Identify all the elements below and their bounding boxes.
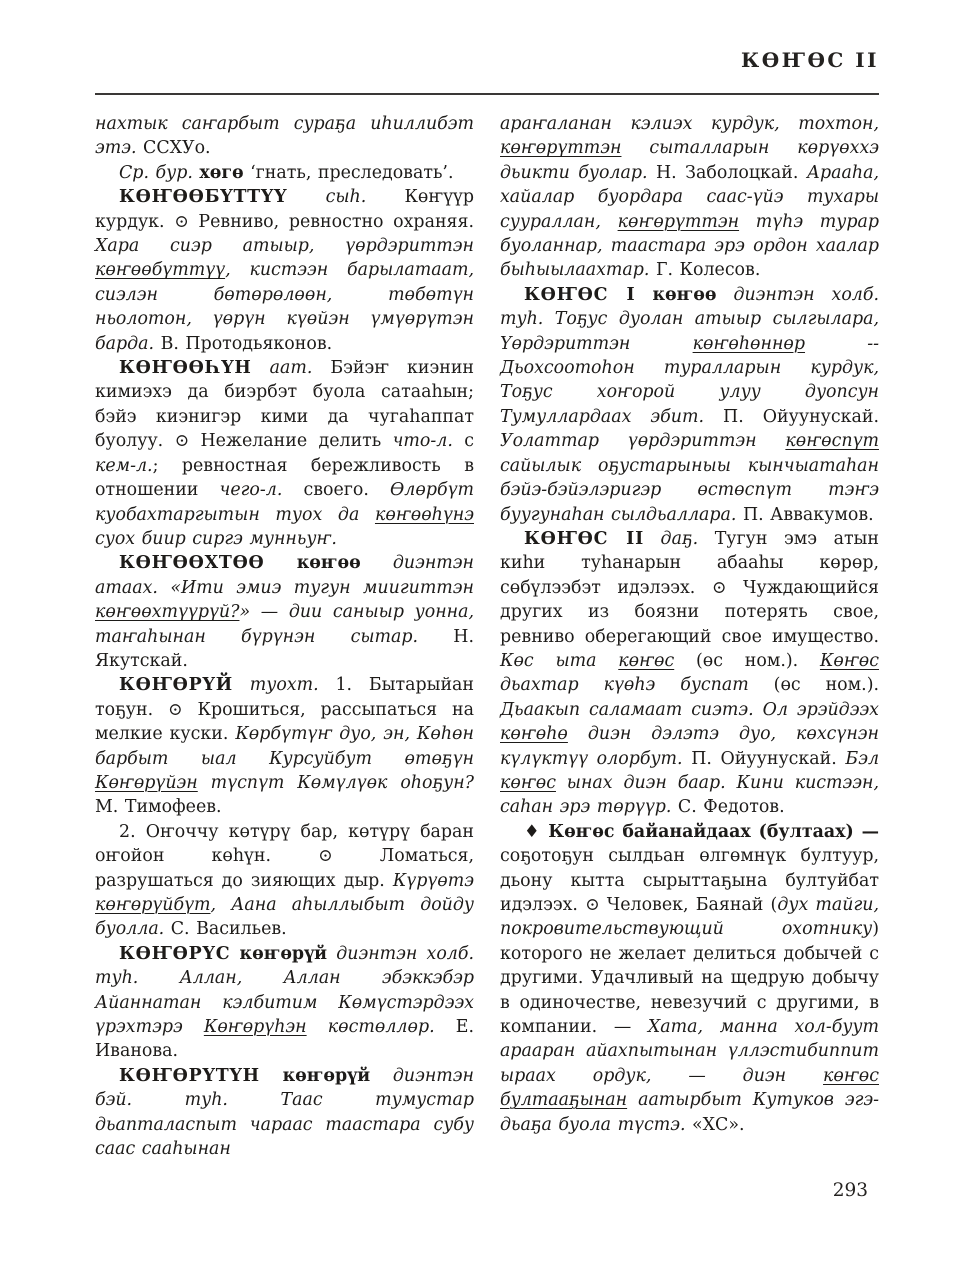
italic-text: , Аана аһыллыбыт дойду буолла.: [95, 895, 474, 940]
text-run: П. Ойуунускай.: [704, 406, 879, 427]
bold-term: ♦ Көҥөс байанайдаах (бултаах) —: [524, 821, 879, 842]
italic-text: сыһ.: [287, 187, 405, 208]
italic-text: диэнтэн бэй. туһ.: [95, 1065, 474, 1111]
text-run: Н. Заболоцкай.: [647, 162, 807, 183]
text-run: с: [452, 431, 474, 452]
italic-text: Таас тумустар дьапталаспыт чараас таастара субу саас сааһынан: [95, 1090, 474, 1160]
headword: КӨҤӨРҮТҮН: [119, 1065, 260, 1086]
text-run: своего.: [282, 480, 391, 501]
italic-text: Уолаттар үөрдэриттэн: [500, 431, 786, 452]
italic-text: Хата, манна хол-буут арааран айахпытынан үллэстибиппит ыраах ордук, — диэн: [500, 1017, 879, 1086]
entry-kongoruy: [95, 673, 474, 819]
entry-kongos-1: [500, 283, 879, 527]
text-run: С. Федотов.: [671, 797, 785, 818]
text-run: ‘гнать, преследовать’.: [243, 162, 454, 183]
text-run: [636, 285, 653, 305]
underlined-term: көҥөһө: [500, 724, 568, 745]
text-columns: [95, 112, 879, 1161]
underlined-term: көҥөһөннөр: [692, 333, 806, 354]
italic-text: Күрүөтэ: [392, 870, 474, 891]
text-run: [230, 944, 239, 964]
text-run: ) которого не желает делиться добычей с другими. Удачливый на щедрую добычу в одиночестве, невезучий с другими, в компании. —: [500, 919, 879, 1038]
entry-kongoobuttuu: [95, 185, 474, 356]
text-run: М. Тимофеев.: [95, 797, 222, 818]
header-rule: [95, 93, 879, 95]
bold-term: хөгө: [199, 162, 244, 183]
underlined-term: көҥөөхтүүрүй?: [95, 602, 240, 623]
entry-kongoohun: [95, 356, 474, 551]
italic-text: суох биир сиргэ мунньуҥ.: [95, 528, 337, 549]
headword: КӨҤӨӨБҮТТҮҮ: [119, 187, 288, 208]
italic-text: диэн дэлэтэ дуо, көхсүнэн күлүктүү олорбут.: [500, 724, 879, 769]
italic-text: кем-л.: [95, 455, 153, 476]
underlined-term: көҥөөбүттүү: [95, 260, 226, 281]
headword: КӨҤӨРҮС: [119, 943, 231, 964]
italic-text: дьахтар күөһэ буспат: [500, 675, 749, 696]
text-run: В. Протодьяконов.: [154, 333, 333, 354]
continuation-paragraph: [95, 112, 474, 161]
italic-text: Тоҕус дуолан атыыр сылгылара, Үөрдэриттэн: [500, 309, 879, 354]
italic-text: , кистээн барылатаат, сиэлэн бөтөрөлөөн, төбөтүн ньолотон, үөрүн күөйэн үмүөрүтэн барда.: [95, 260, 474, 354]
italic-text: туохт.: [232, 675, 336, 696]
italic-text: дух тайги, покровительствующий охотнику: [500, 895, 879, 940]
text-run: Е. Иванова.: [95, 1017, 474, 1062]
italic-text: араҥаланан кэлиэх курдук, тохтон,: [500, 114, 879, 134]
italic-text: что-л.: [392, 431, 453, 452]
italic-text: Бэл: [845, 748, 880, 769]
italic-text: Дьаакып саламаат сиэтэ. Ол эрэйдээх: [500, 699, 879, 720]
headword: КӨҤӨС II: [524, 528, 645, 549]
italic-text: сайылык оҕустарыныы кынчыатаһан бэйэ-бэйэлэригэр өстөспүт тэҥэ буугунаһан сылдьаллара.: [500, 455, 879, 525]
text-run: С. Васильев.: [164, 919, 287, 940]
entry-kongorutun: [95, 1064, 474, 1162]
italic-text: нахтык саҥарбыт сураҕа иһиллибэт этэ.: [95, 114, 474, 159]
italic-text: түһэ турар буоланнар, таастара эрэ ордон хаалар быһыылаахтар.: [500, 211, 879, 281]
running-header: КӨҤӨС II: [741, 48, 879, 72]
headword: КӨҤӨӨХТӨӨ: [119, 553, 265, 574]
underlined-term: бултааҕынан: [500, 1090, 628, 1111]
italic-text: » — дии саныыр уонна, таҥаһынан бүрүнэн сытар.: [95, 602, 474, 647]
text-run: Г. Колесов.: [649, 260, 761, 281]
italic-text: диэнтэн холб. туһ.: [95, 943, 475, 989]
underlined-term: көҥөрүттэн: [617, 211, 740, 232]
italic-text: «Ити эмиэ тугун миигиттэн: [170, 577, 474, 598]
text-run: Н. Якутскай.: [95, 626, 474, 671]
italic-text: Ср. бур.: [119, 162, 200, 183]
cross-reference-paragraph: [95, 161, 474, 185]
bold-term: көҥөрүй: [282, 1065, 371, 1086]
page-number: 293: [832, 1180, 868, 1201]
text-run: ССХУо.: [136, 138, 211, 159]
italic-text: аатырбыт Кутуков эгэ-дьаҕа буола түстэ.: [500, 1090, 879, 1135]
underlined-term: көҥөс: [500, 772, 556, 793]
underlined-term: көҥөс: [823, 1065, 879, 1086]
underlined-term: көҥөс: [618, 650, 675, 671]
column-left: [95, 112, 474, 1161]
bold-term: көҥөө: [296, 553, 361, 574]
italic-text: көстөллөр.: [306, 1017, 435, 1038]
headword: КӨҤӨС I: [524, 284, 636, 305]
idiom-kongos-bayanaydaah: [500, 820, 879, 1137]
bold-term: көҥөө: [652, 284, 717, 305]
italic-text: Арааһа, хайалар буордара саас-үйэ тухары суураллан,: [500, 162, 879, 232]
text-run: Тугун эмэ атын киһи туһанарын абааһы көрөр, сөбүлээбэт идэлээх. ⊙ Чуждающийся других из боязни потерять свое, ревниво оберегающий свое имущество.: [500, 528, 879, 647]
italic-text: -- Дьохсоотоһон туралларын курдук, Тоҕус хоҥорой улуу дуопсун Тумуллардаах эбит.: [500, 333, 879, 427]
entry-kongoruy-sense-2: [95, 820, 474, 942]
italic-text: даҕ.: [644, 528, 715, 549]
italic-text: ынах диэн баар. Кини кистээн, саһан эрэ төрүүр.: [500, 772, 879, 818]
underlined-term: көҥөспүт: [785, 431, 879, 452]
text-run: 2. Оҥоччу көтүрү бар, көтүрү баран оҥойон көһүн. ⊙ Ломаться, разрушаться до зияющих дыр.: [95, 821, 474, 891]
headword: КӨҤӨӨҺҮН: [119, 358, 252, 379]
text-run: Көҥүүр курдук. ⊙ Ревниво, ревностно охраняя.: [95, 187, 474, 232]
text-run: [260, 1066, 283, 1086]
headword: КӨҤӨРҮЙ: [119, 675, 233, 696]
italic-text: диэнтэн атаах.: [95, 553, 474, 598]
entry-kongos-2: [500, 527, 879, 820]
text-run: Бэйэҥ киэнин кимиэхэ да биэрбэт буола сатааһын; бэйэ киэнигэр кими да чугаһаппат буолуу. ⊙ Нежелание делить: [95, 358, 474, 452]
underlined-term: көҥөөһүнэ: [374, 504, 474, 525]
italic-text: аат.: [251, 358, 331, 379]
text-run: «ХС».: [685, 1114, 745, 1135]
underlined-term: Көҥөрүйэн: [95, 772, 198, 793]
entry-kongoohtoo: [95, 551, 474, 673]
text-run: (өс ном.).: [674, 650, 820, 671]
underlined-term: көҥөрүттэн: [500, 138, 622, 159]
text-run: П. Ойуунускай.: [682, 748, 846, 769]
text-run: ; ревностная бережливость в отношении: [95, 455, 474, 501]
column-right: [500, 112, 879, 1161]
italic-text: диэнтэн холб. туһ.: [500, 284, 880, 330]
italic-text: чего-л.: [219, 480, 283, 501]
text-run: П. Аввакумов.: [736, 504, 874, 525]
underlined-term: Көҥөс: [819, 650, 880, 671]
underlined-term: Көҥөрүһэн: [203, 1017, 307, 1038]
italic-text: Аллан, Аллан эбэккэбэр Айаннатан кэлбитим Көмүстэрдээх үрэхтэрэ: [95, 968, 474, 1038]
text-run: (өс ном.).: [748, 675, 880, 696]
entry-kongorus: [95, 942, 474, 1064]
continuation-paragraph: [500, 112, 879, 283]
italic-text: Көс ыта: [500, 650, 619, 671]
text-run: 1. Бытарыйан тоҕун. ⊙ Крошиться, рассыпаться на мелкие куски.: [95, 675, 474, 745]
italic-text: Өлөрбүт куобахтаргытын туох да: [95, 480, 474, 525]
italic-text: Көрбүтүҥ дуо, эн, Көһөн барбыт ыал Курсуйбут өтөҕүн: [95, 724, 474, 769]
italic-text: Хара сиэр атыыр, үөрдэриттэн: [95, 236, 474, 257]
italic-text: сыталларын көрүөххэ дьикти буолар.: [500, 138, 879, 183]
italic-text: түспүт Көмүлүөк оһоҕун?: [197, 772, 474, 793]
underlined-term: көҥөрүйбүт: [95, 895, 211, 915]
text-run: [265, 553, 297, 573]
bold-term: көҥөрүй: [239, 943, 328, 964]
text-run: соҕотоҕун сылдьан өлгөмнүк бултуур, дьону кытта сырыттаҕына бултуйбат идэлээх. ⊙ Человек, Баянай (: [500, 846, 879, 915]
